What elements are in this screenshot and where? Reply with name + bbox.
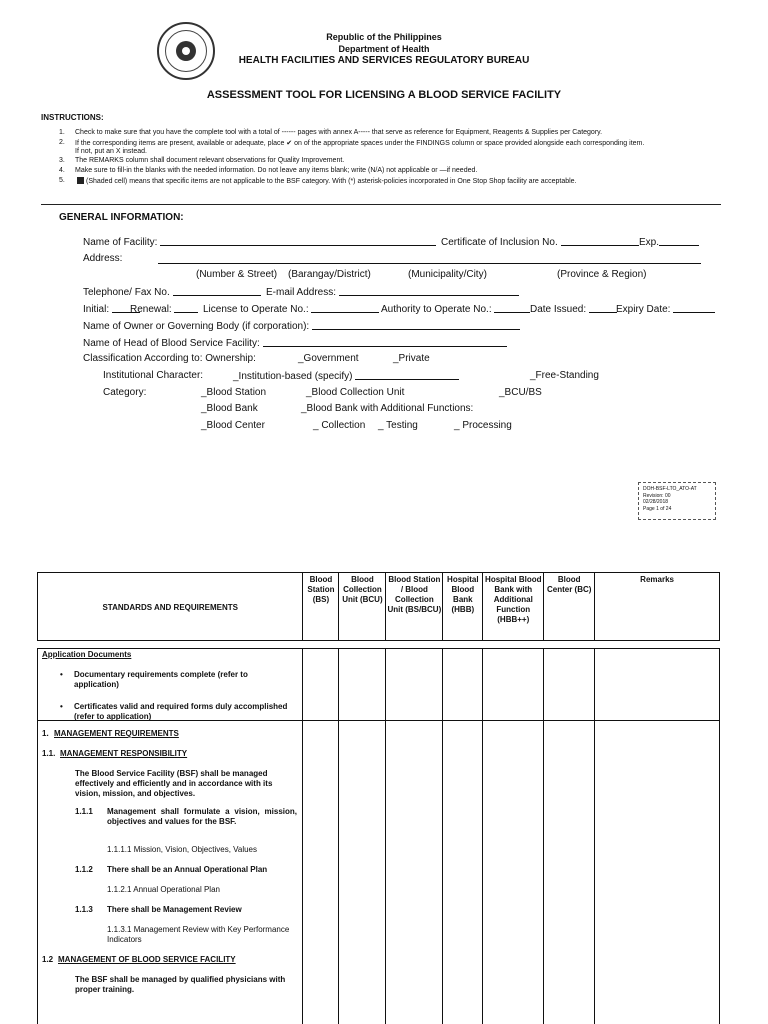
private-option[interactable]: _Private xyxy=(393,353,430,364)
category-label: Category: xyxy=(103,387,147,398)
bsf-physicians-paragraph: The BSF shall be managed by qualified physicians with proper training. xyxy=(75,975,286,994)
header-hbbpp: Hospital Blood Bank with Additional Function (HBB++) xyxy=(483,573,544,641)
institution-based-option[interactable]: _Institution-based (specify) xyxy=(233,370,459,382)
general-info-heading: GENERAL INFORMATION: xyxy=(59,212,184,223)
instructions-heading: INSTRUCTIONS: xyxy=(41,113,104,122)
cell-bs[interactable] xyxy=(303,649,339,721)
license-field[interactable]: License to Operate No.: xyxy=(203,303,379,315)
header-bs: Blood Station (BS) xyxy=(303,573,339,641)
government-option[interactable]: _Government xyxy=(298,353,359,364)
cell-remarks[interactable] xyxy=(595,721,720,1024)
section-1-2-heading: MANAGEMENT OF BLOOD SERVICE FACILITY xyxy=(58,955,236,964)
blood-bank-additional-option[interactable]: _Blood Bank with Additional Functions: xyxy=(301,403,474,414)
shaded-cell-icon xyxy=(77,177,84,184)
cell-hbb[interactable] xyxy=(443,721,483,1024)
name-of-facility-field[interactable]: Name of Facility: xyxy=(83,236,436,248)
cell-hbbpp[interactable] xyxy=(483,721,544,1024)
cell-bc[interactable] xyxy=(544,721,595,1024)
document-control-stamp: DOH-BSF-LTO_ATO-AT Revision: 00 02/28/2018 Page 1 of 24 xyxy=(638,482,716,520)
exp-field[interactable]: Exp. xyxy=(639,236,699,248)
header-bcu: Blood Collection Unit (BCU) xyxy=(339,573,386,641)
bsf-managed-paragraph: The Blood Service Facility (BSF) shall be managed effectively and efficiently and in accordance with its vision, mission, and objectives. xyxy=(75,769,273,798)
cell-bcu[interactable] xyxy=(339,649,386,721)
section-1-heading: MANAGEMENT REQUIREMENTS xyxy=(54,729,179,738)
doc-requirements-item: Documentary requirements complete (refer to application) xyxy=(74,670,248,689)
bullet-icon: • xyxy=(60,670,63,679)
management-requirements-cell: 1. MANAGEMENT REQUIREMENTS 1.1. MANAGEMENT RESPONSIBILITY The Blood Service Facility (BSF) shall be managed effectively and efficiently and in accordance with its vision, mission, and objectives. 1.1.1 Management shall formulate a vision, mission, objectives and values for the BSF. 1.1.1.1 Mission, Vision, Objectives, Values 1.1.2 There shall be an Annual Operational Plan 1.1.2.1 Annual Operational Plan 1.1.3 There shall be Management Review 1.1.3.1 Management Review with Key Performance Indicators 1.2 MANAGEMENT OF BLOOD SERVICE FACILITY The BSF shall be managed by qualified physicians with proper training. xyxy=(38,721,303,1024)
blood-station-option[interactable]: _Blood Station xyxy=(201,387,267,398)
classification-label: Classification According to: Ownership: xyxy=(83,353,256,364)
item-1-1-1: Management shall formulate a vision, mission, objectives and values for the BSF. xyxy=(107,807,297,826)
address-field[interactable]: Address: xyxy=(83,253,123,264)
app-docs-heading: Application Documents xyxy=(42,650,132,659)
telephone-field[interactable]: Telephone/ Fax No. xyxy=(83,286,261,298)
collection-option[interactable]: _ Collection xyxy=(313,420,366,431)
expiry-date-field[interactable]: Expiry Date: xyxy=(616,303,715,315)
address-province-label: (Province & Region) xyxy=(557,269,647,280)
item-1-1-3-1: 1.1.3.1 Management Review with Key Performance Indicators xyxy=(107,925,290,944)
owner-field[interactable]: Name of Owner or Governing Body (if corporation): xyxy=(83,320,520,332)
document-title: ASSESSMENT TOOL FOR LICENSING A BLOOD SERVICE FACILITY xyxy=(206,89,562,101)
address-city-label: (Municipality/City) xyxy=(408,269,487,280)
address-line xyxy=(158,263,701,264)
header-bc: Blood Center (BC) xyxy=(544,573,595,641)
header-bsbcu: Blood Station / Blood Collection Unit (BS/BCU) xyxy=(386,573,443,641)
blood-bank-option[interactable]: _Blood Bank xyxy=(201,403,258,414)
renewal-field[interactable]: Renewal: xyxy=(130,303,198,315)
bcu-bs-option[interactable]: _BCU/BS xyxy=(499,387,542,398)
cell-hbb[interactable] xyxy=(443,649,483,721)
cell-bsbcu[interactable] xyxy=(386,649,443,721)
header-republic: Republic of the Philippines xyxy=(326,32,442,42)
header-department: Department of Health xyxy=(338,44,430,54)
initial-field[interactable]: Initial: xyxy=(83,303,140,315)
email-field[interactable]: E-mail Address: xyxy=(266,286,519,298)
section-1-1-heading: MANAGEMENT RESPONSIBILITY xyxy=(60,749,188,758)
header-hbb: Hospital Blood Bank (HBB) xyxy=(443,573,483,641)
header-bureau: HEALTH FACILITIES AND SERVICES REGULATORY BUREAU xyxy=(238,55,530,66)
bullet-icon: • xyxy=(60,702,63,711)
item-1-1-2: There shall be an Annual Operational Plan xyxy=(107,865,268,874)
cell-hbbpp[interactable] xyxy=(483,649,544,721)
standards-table xyxy=(37,572,720,1024)
header-remarks: Remarks xyxy=(595,573,720,641)
processing-option[interactable]: _ Processing xyxy=(454,420,512,431)
cell-remarks[interactable] xyxy=(595,649,720,721)
cell-bsbcu[interactable] xyxy=(386,721,443,1024)
cell-bcu[interactable] xyxy=(339,721,386,1024)
head-field[interactable]: Name of Head of Blood Service Facility: xyxy=(83,337,507,349)
certificate-field[interactable]: Certificate of Inclusion No. xyxy=(441,236,639,248)
date-issued-field[interactable]: Date Issued: xyxy=(530,303,617,315)
divider xyxy=(41,204,721,205)
free-standing-option[interactable]: _Free-Standing xyxy=(530,370,599,381)
blood-collection-unit-option[interactable]: _Blood Collection Unit xyxy=(306,387,405,398)
institutional-label: Institutional Character: xyxy=(103,370,204,381)
address-street-label: (Number & Street) xyxy=(196,269,278,280)
item-1-1-1-1: 1.1.1.1 Mission, Vision, Objectives, Values xyxy=(107,845,257,854)
item-1-1-2-1: 1.1.2.1 Annual Operational Plan xyxy=(107,885,220,894)
testing-option[interactable]: _ Testing xyxy=(378,420,418,431)
item-1-1-3: There shall be Management Review xyxy=(107,905,242,914)
blood-center-option[interactable]: _Blood Center xyxy=(201,420,265,431)
certificates-item: Certificates valid and required forms duly accomplished (refer to application) xyxy=(74,702,288,721)
cell-bs[interactable] xyxy=(303,721,339,1024)
authority-field[interactable]: Authority to Operate No.: xyxy=(381,303,530,315)
application-documents-cell xyxy=(38,649,303,721)
address-barangay-label: (Barangay/District) xyxy=(288,269,371,280)
header-standards: STANDARDS AND REQUIREMENTS xyxy=(38,573,303,641)
cell-bc[interactable] xyxy=(544,649,595,721)
